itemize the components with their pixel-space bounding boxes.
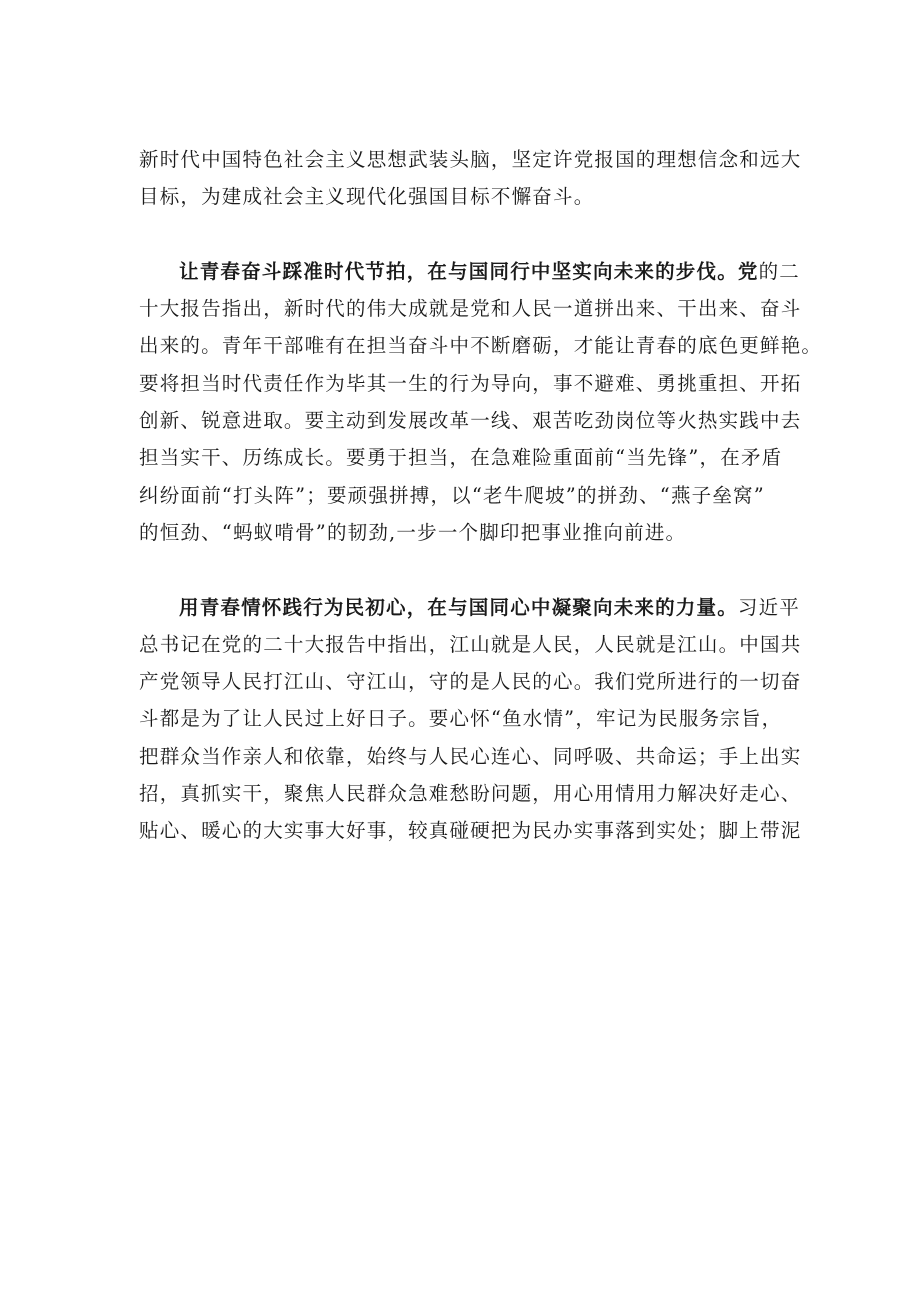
- paragraph-line: 目标，为建成社会主义现代化强国目标不懈奋斗。: [139, 185, 595, 209]
- paragraph-heading-rest: 习近平: [737, 595, 801, 619]
- paragraph-line: 担当实干、历练成长。要勇于担当，在急难险重面前“当先锋”，在矛盾: [139, 446, 783, 470]
- paragraph-line: 贴心、暖心的大实事大好事，较真碰硬把为民办实事落到实处；脚上带泥: [139, 819, 802, 843]
- paragraph-line: 总书记在党的二十大报告中指出，江山就是人民，人民就是江山。中国共: [139, 632, 802, 656]
- paragraph-3: [139, 589, 802, 850]
- paragraph-1: [139, 141, 802, 216]
- paragraph-line: 要将担当时代责任作为毕其一生的行为导向，事不避难、勇挑重担、开拓: [139, 371, 802, 395]
- paragraph-line: 产党领导人民打江山、守江山，守的是人民的心。我们党所进行的一切奋: [139, 670, 802, 694]
- paragraph-2: [139, 253, 823, 551]
- paragraph-line: 新时代中国特色社会主义思想武装头脑，坚定许党报国的理想信念和远大: [139, 148, 802, 171]
- paragraph-line: 出来的。青年干部唯有在担当奋斗中不断磨砺，才能让青春的底色更鲜艳。: [139, 334, 823, 358]
- paragraph-spacer: [139, 216, 789, 253]
- paragraph-line: 纠纷面前“打头阵”；要顽强拼搏，以“老牛爬坡”的拼劲、“燕子垒窝”: [139, 483, 765, 507]
- paragraph-heading: 用青春情怀践行为民初心，在与国同心中凝聚向未来的力量。: [179, 595, 738, 619]
- paragraph-first-line: [139, 253, 801, 290]
- paragraph-line: 把群众当作亲人和依靠，始终与人民心连心、同呼吸、共命运；手上出实: [139, 744, 802, 768]
- paragraph-line: 十大报告指出，新时代的伟大成就是党和人民一道拼出来、干出来、奋斗: [139, 297, 802, 321]
- paragraph-line: 招，真抓实干，聚焦人民群众急难愁盼问题，用心用情用力解决好走心、: [139, 782, 802, 806]
- paragraph-first-line: [139, 589, 801, 626]
- paragraph-line: 的恒劲、“蚂蚁啃骨”的韧劲,一步一个脚印把事业推向前进。: [139, 520, 687, 544]
- document-page: [139, 141, 823, 850]
- paragraph-line: 创新、锐意进取。要主动到发展改革一线、艰苦吃劲岗位等火热实践中去: [139, 409, 802, 433]
- paragraph-spacer: [139, 551, 789, 588]
- paragraph-heading-rest: 的二: [758, 259, 801, 283]
- paragraph-line: 斗都是为了让人民过上好日子。要心怀“鱼水情”，牢记为民服务宗旨，: [139, 707, 783, 731]
- paragraph-heading: 让青春奋斗踩准时代节拍，在与国同行中坚实向未来的步伐。党: [179, 259, 759, 283]
